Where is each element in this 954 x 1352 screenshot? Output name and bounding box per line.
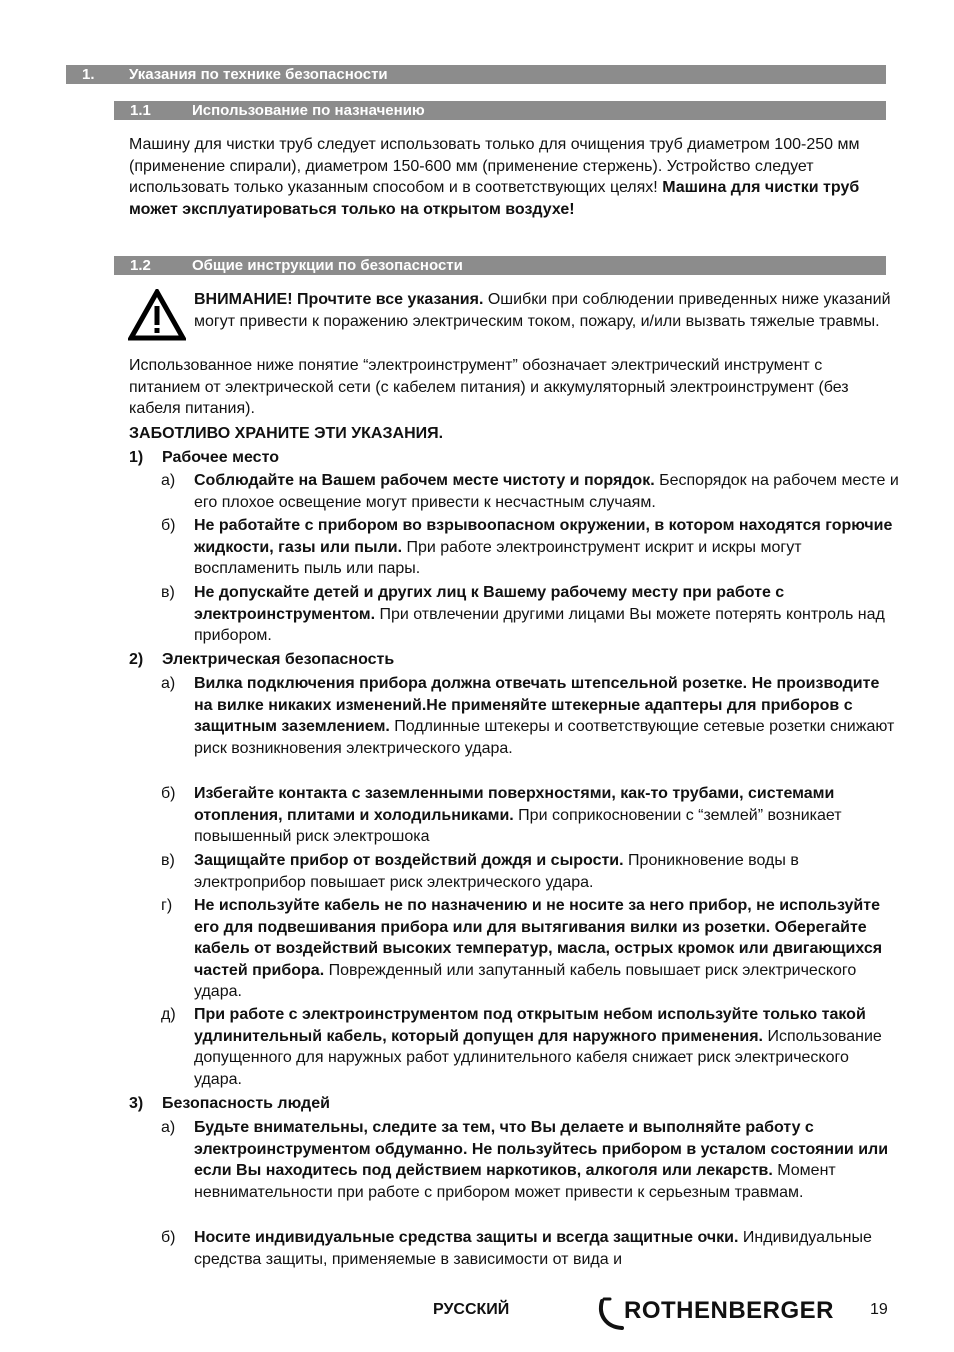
definition-paragraph: Использованное ниже понятие “электроинструмент” обозначает электрический инструмент с питанием от электрической сети (с кабелем питания) и аккумуляторный электроинструмент (без кабеля питания). (129, 357, 849, 417)
list-item: б) Избегайте контакта с заземленными поверхностями, как-то трубами, системами отопления, плитами и холодильниками. При соприкосновении с “землей” возникает повышенный риск электрошока (161, 785, 842, 845)
list-item: а) Будьте внимательны, следите за тем, что Вы делаете и выполняйте работу с электроинструментом обдуманно. Не пользуйтесь прибором в усталом состоянии или если Вы находитесь под действием наркотиков, алкоголя или лекарств. Момент невнимательности при работе с прибором может привести к серьезным травмам. (161, 1119, 889, 1201)
page-number: 19 (870, 1301, 888, 1318)
warning-triangle-icon (128, 289, 186, 341)
section-number: 1. (82, 66, 95, 83)
section-1-1-header (114, 101, 886, 120)
section-1-2-header (114, 256, 886, 275)
list-item: б) Не работайте с прибором во взрывоопасном окружении, в котором находятся горючие жидкости, газы или пыли. При работе электроинструмент искрит и искры могут воспламенить пыль или пары. (161, 517, 893, 577)
rothenberger-logo (596, 1295, 836, 1331)
section-title: Использование по назначению (192, 102, 425, 119)
intended-use-paragraph: Машину для чистки труб следует использовать только для очищения труб диаметром 100-250 мм (применение спирали), диаметром 150-600 мм (применение стержень). Устройство следует использовать только указанным способом и в соответствующих целях! Машина для чистки труб может эксплуатироваться только на открытом воздухе! (129, 136, 860, 218)
list-item: в) Не допускайте детей и других лиц к Вашему рабочему месту при работе с электроинструментом. При отвлечении другими лицами Вы можете потерять контроль над прибором. (161, 584, 885, 644)
section-number: 1.1 (130, 102, 151, 119)
list-item: а) Соблюдайте на Вашем рабочем месте чистоту и порядок. Беспорядок на рабочем месте и его плохое освещение могут привести к несчастным случаям. (161, 472, 899, 511)
section-title: Общие инструкции по безопасности (192, 257, 463, 274)
logo-wordmark: ROTHENBERGER (624, 1297, 835, 1324)
section-number: 1.2 (130, 257, 151, 274)
subsection-personal-safety: 3) Безопасность людей (129, 1095, 330, 1112)
warning-paragraph: ВНИМАНИЕ! Прочтите все указания. Ошибки при соблюдении приведенных ниже указаний могут привести к поражению электрическим током, пожару, и/или вызвать тяжелые травмы. (194, 291, 891, 330)
list-item: г) Не используйте кабель не по назначению и не носите за него прибор, не используйте его для подвешивания прибора или для вытягивания вилки из розетки. Оберегайте кабель от воздействий высоких температур, масла, острых кромок или двигающихся частей прибора. Поврежденный или запутанный кабель повышает риск электрического удара. (161, 897, 883, 1000)
section-title: Указания по технике безопасности (129, 66, 388, 83)
subsection-work-area: 1) Рабочее место (129, 449, 279, 466)
list-item: б) Носите индивидуальные средства защиты и всегда защитные очки. Индивидуальные средства защиты, применяемые в зависимости от вида и (161, 1229, 872, 1268)
list-item: в) Защищайте прибор от воздействий дождя и сырости. Проникновение воды в электроприбор повышает риск электрического удара. (161, 852, 799, 891)
footer-language: РУССКИЙ (433, 1301, 510, 1318)
subsection-electrical-safety: 2) Электрическая безопасность (129, 651, 395, 668)
list-item: д) При работе с электроинструментом под открытым небом используйте только такой удлинительный кабель, который допущен для наружного применения. Использование допущенного для наружных работ удлинительного кабеля снижает риск электрического удара. (161, 1006, 882, 1088)
section-1-header (66, 65, 886, 84)
list-item: а) Вилка подключения прибора должна отвечать штепсельной розетке. Не производите на вилке никаких изменений.Не применяйте штекерные адаптеры для приборов с защитным заземлением. Подлинные штекеры и соответствующие сетевые розетки снижают риск возникновения электрического удара. (161, 675, 895, 757)
keep-instructions: ЗАБОТЛИВО ХРАНИТЕ ЭТИ УКАЗАНИЯ. (129, 425, 444, 442)
